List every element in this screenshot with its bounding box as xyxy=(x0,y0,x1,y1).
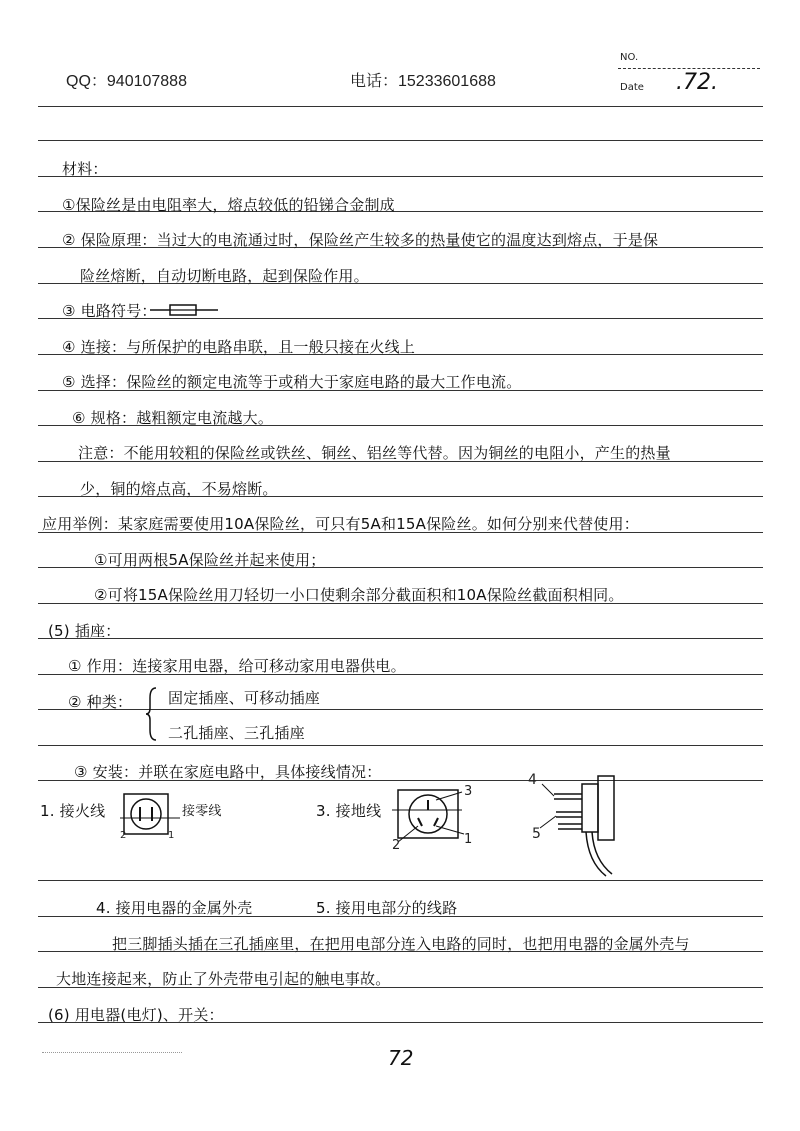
socket-installation: ③ 安装：并联在家庭电路中，具体接线情况： xyxy=(74,763,382,781)
example-option-2: ②可将15A保险丝用刀轻切一小口使剩余部分截面积和10A保险丝截面积相同。 xyxy=(94,586,624,604)
label-neutral-wire: 接零线 xyxy=(182,804,222,819)
note-line: 注意：不能用较粗的保险丝或铁丝、铜丝、铝丝等代替。因为铜丝的电阻小，产生的热量 xyxy=(78,444,671,462)
date-label: Date xyxy=(620,82,644,93)
fuse-selection: ⑤ 选择：保险丝的额定电流等于或稍大于家庭电路的最大工作电流。 xyxy=(62,373,522,391)
label-appliance-circuit: 5. 接用电部分的线路 xyxy=(316,899,458,917)
phone-contact: 电话：15233601688 xyxy=(350,73,496,90)
fuse-spec: ⑥ 规格：越粗额定电流越大。 xyxy=(72,409,274,427)
page-number: 72 xyxy=(388,1046,414,1070)
three-hole-socket-diagram xyxy=(392,786,472,846)
label-appliance-shell: 4. 接用电器的金属外壳 xyxy=(96,899,253,917)
materials-heading: 材料： xyxy=(62,160,108,178)
ruled-line xyxy=(38,745,763,746)
socket-types-label: ② 种类： xyxy=(68,693,133,711)
socket-type-two-three-hole: 二孔插座、三孔插座 xyxy=(168,724,305,742)
grounding-explanation-cont: 大地连接起来，防止了外壳带电引起的触电事故。 xyxy=(56,970,391,988)
socket-heading: (5) 插座： xyxy=(48,622,121,640)
fuse-symbol-icon xyxy=(150,303,220,317)
circuit-symbol-line: ③ 电路符号： xyxy=(62,302,157,320)
footer-dotted-line xyxy=(42,1052,182,1053)
note-line-cont: 少，铜的熔点高，不易熔断。 xyxy=(80,480,278,498)
fuse-principle: ② 保险原理：当过大的电流通过时，保险丝产生较多的热量使它的温度达到熔点，于是保 xyxy=(62,231,659,249)
diagram-label-4: 4 xyxy=(528,772,537,788)
brace-icon xyxy=(146,686,156,742)
diagram-label-1b: 1 xyxy=(464,832,473,847)
ruled-line xyxy=(38,140,763,141)
date-value: .72. xyxy=(676,70,718,95)
diagram-label-2: 2 xyxy=(120,830,127,841)
socket-type-fixed-mobile: 固定插座、可移动插座 xyxy=(168,689,321,707)
socket-function: ① 作用：连接家用电器，给可移动家用电器供电。 xyxy=(68,657,406,675)
label-ground-wire: 3. 接地线 xyxy=(316,802,382,820)
grounding-explanation: 把三脚插头插在三孔插座里，在把用电部分连入电路的同时，也把用电器的金属外壳与 xyxy=(112,935,690,953)
diagram-label-3: 3 xyxy=(464,784,473,799)
ruled-line xyxy=(38,880,763,881)
ruled-line xyxy=(38,176,763,177)
label-live-wire: 1. 接火线 xyxy=(40,802,106,820)
appliance-switch-heading: (6) 用电器(电灯)、开关： xyxy=(48,1006,224,1024)
diagram-label-2b: 2 xyxy=(392,838,401,853)
no-label: NO. xyxy=(620,52,639,63)
three-prong-plug-diagram xyxy=(530,772,630,882)
fuse-principle-cont: 险丝熔断，自动切断电路，起到保险作用。 xyxy=(80,267,369,285)
diagram-label-1: 1 xyxy=(168,830,175,841)
qq-contact: QQ：940107888 xyxy=(66,73,187,90)
ruled-line xyxy=(38,638,763,639)
header-dash-line xyxy=(618,68,760,69)
fuse-material: ①保险丝是由电阻率大，熔点较低的铅锑合金制成 xyxy=(62,196,395,214)
diagram-label-5: 5 xyxy=(532,826,541,842)
application-example: 应用举例：某家庭需要使用10A保险丝，可只有5A和15A保险丝。如何分别来代替使用： xyxy=(42,515,639,533)
ruled-line xyxy=(38,106,763,107)
example-option-1: ①可用两根5A保险丝并起来使用； xyxy=(94,551,326,569)
fuse-connection: ④ 连接：与所保护的电路串联，且一般只接在火线上 xyxy=(62,338,416,356)
